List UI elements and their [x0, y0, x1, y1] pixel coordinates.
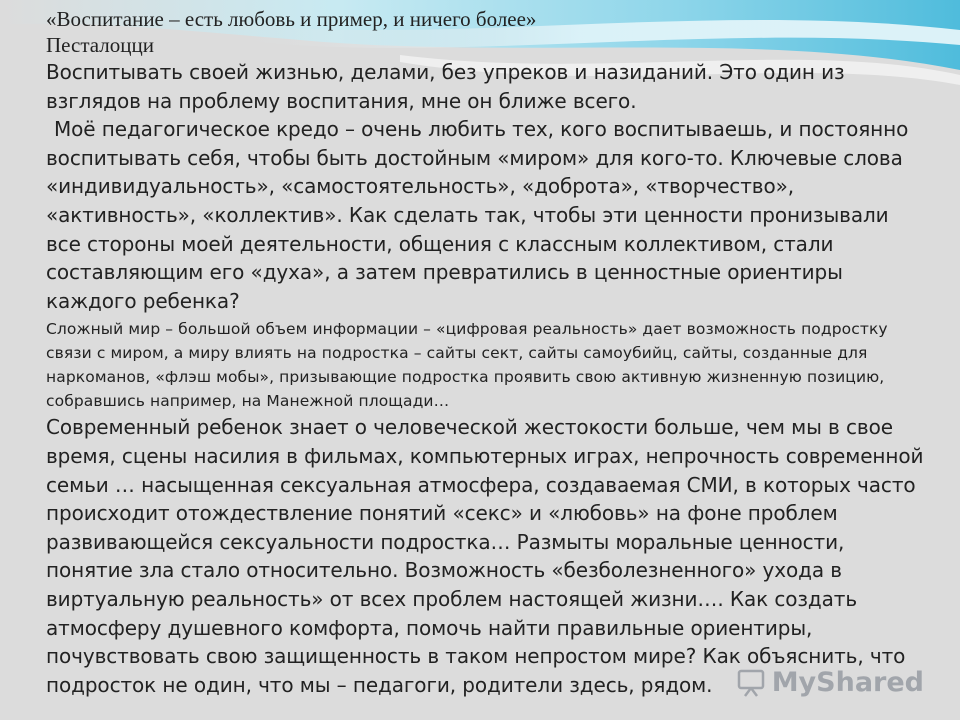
paragraph-1: Воспитывать своей жизнью, делами, без упреков и назиданий. Это один из взглядов на проблему воспитания, мне он ближе всего.	[46, 60, 845, 113]
quote: «Воспитание – есть любовь и пример, и ничего более»	[46, 7, 537, 31]
author: Песталоцци	[46, 33, 154, 57]
paragraph-4: Современный ребенок знает о человеческой жестокости больше, чем мы в свое время, сцены насилия в фильмах, компьютерных играх, непрочность современной семьи … насыщенная сексуальная атмосфера, создаваемая СМИ, в которых часто происходит отождествление понятий «секс» и «любовь» на фоне проблем развивающейся сексуальности подростка… Размыты моральные ценности, понятие зла стало относительно. Возможность «безболезненного» ухода в виртуальную реальность» от всех проблем настоящей жизни…. Как создать атмосферу душевного комфорта, помочь найти правильные ориентиры, почувствовать свою защищенность в таком непростом мире? Как объяснить, что подросток не один, что мы – педагоги, родители здесь, рядом.	[46, 415, 924, 697]
content	[46, 6, 926, 699]
watermark	[736, 667, 924, 698]
watermark-text: MyShared	[771, 667, 924, 698]
presentation-icon	[736, 668, 766, 698]
paragraph-2: Моё педагогическое кредо – очень любить тех, кого воспитываешь, и постоянно воспитывать себя, чтобы быть достойным «миром» для кого-то. Ключевые слова «индивидуальность», «самостоятельность», «доброта», «творчество», «активность», «коллектив». Как сделать так, чтобы эти ценности пронизывали все стороны моей деятельности, общения с классным коллективом, стали составляющим его «духа», а затем превратились в ценностные ориентиры каждого ребенка?	[46, 117, 909, 313]
paragraph-3: Сложный мир – большой объем информации – «цифровая реальность» дает возможность подростку связи с миром, а миру влиять на подростка – сайты сект, сайты самоубийц, сайты, созданные для наркоманов, «флэш мобы», призывающие подростка проявить свою активную жизненную позицию, собравшись например, на Манежной площади…	[46, 320, 888, 411]
